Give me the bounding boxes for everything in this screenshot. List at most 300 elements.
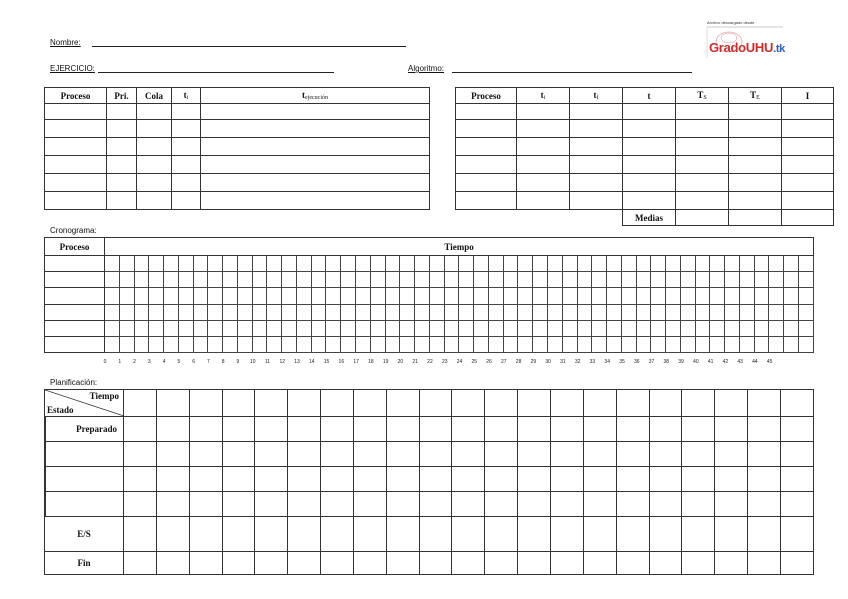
cron-time-cell[interactable] bbox=[178, 320, 193, 336]
cron-time-cell[interactable] bbox=[739, 256, 754, 272]
cron-time-cell[interactable] bbox=[533, 336, 548, 352]
plan-time-cell[interactable] bbox=[255, 390, 288, 417]
cron-time-cell[interactable] bbox=[754, 272, 769, 288]
cron-time-cell[interactable] bbox=[356, 304, 371, 320]
cron-time-cell[interactable] bbox=[296, 320, 311, 336]
cron-time-cell[interactable] bbox=[459, 336, 474, 352]
table-cell[interactable] bbox=[107, 120, 137, 138]
cron-time-cell[interactable] bbox=[208, 304, 223, 320]
table-cell[interactable] bbox=[570, 104, 623, 120]
cron-time-cell[interactable] bbox=[798, 272, 813, 288]
cron-time-cell[interactable] bbox=[621, 304, 636, 320]
table-cell[interactable] bbox=[623, 192, 676, 210]
cron-time-cell[interactable] bbox=[459, 304, 474, 320]
plan-time-cell[interactable] bbox=[321, 442, 354, 467]
plan-time-cell[interactable] bbox=[124, 552, 157, 575]
plan-time-cell[interactable] bbox=[748, 552, 781, 575]
cron-time-cell[interactable] bbox=[680, 304, 695, 320]
plan-time-cell[interactable] bbox=[419, 467, 452, 492]
cron-time-cell[interactable] bbox=[621, 272, 636, 288]
cron-time-cell[interactable] bbox=[695, 320, 710, 336]
cron-time-cell[interactable] bbox=[488, 256, 503, 272]
table-cell[interactable] bbox=[676, 156, 729, 174]
plan-time-cell[interactable] bbox=[288, 492, 321, 517]
cron-time-cell[interactable] bbox=[267, 288, 282, 304]
plan-time-cell[interactable] bbox=[124, 517, 157, 552]
table-cell[interactable] bbox=[172, 192, 201, 210]
cron-time-cell[interactable] bbox=[769, 304, 784, 320]
cron-time-cell[interactable] bbox=[326, 272, 341, 288]
plan-time-cell[interactable] bbox=[353, 517, 386, 552]
table-cell[interactable] bbox=[456, 120, 517, 138]
cron-time-cell[interactable] bbox=[415, 256, 430, 272]
cron-time-cell[interactable] bbox=[237, 256, 252, 272]
cron-time-cell[interactable] bbox=[415, 320, 430, 336]
cron-time-cell[interactable] bbox=[208, 336, 223, 352]
cron-time-cell[interactable] bbox=[385, 336, 400, 352]
cron-time-cell[interactable] bbox=[651, 304, 666, 320]
cron-time-cell[interactable] bbox=[134, 272, 149, 288]
table-cell[interactable] bbox=[676, 120, 729, 138]
cron-time-cell[interactable] bbox=[385, 288, 400, 304]
cron-time-cell[interactable] bbox=[621, 320, 636, 336]
table-cell[interactable] bbox=[45, 156, 107, 174]
plan-time-cell[interactable] bbox=[518, 390, 551, 417]
cron-time-cell[interactable] bbox=[400, 320, 415, 336]
table-cell[interactable] bbox=[517, 192, 570, 210]
table-cell[interactable] bbox=[517, 120, 570, 138]
cron-time-cell[interactable] bbox=[547, 336, 562, 352]
cron-time-cell[interactable] bbox=[267, 336, 282, 352]
cron-time-cell[interactable] bbox=[444, 272, 459, 288]
cron-time-cell[interactable] bbox=[784, 336, 799, 352]
plan-time-cell[interactable] bbox=[222, 552, 255, 575]
cron-time-cell[interactable] bbox=[680, 288, 695, 304]
cron-time-cell[interactable] bbox=[754, 320, 769, 336]
cron-time-cell[interactable] bbox=[739, 304, 754, 320]
cron-time-cell[interactable] bbox=[784, 272, 799, 288]
cron-time-cell[interactable] bbox=[119, 256, 134, 272]
cron-time-cell[interactable] bbox=[680, 272, 695, 288]
cron-time-cell[interactable] bbox=[533, 272, 548, 288]
cron-time-cell[interactable] bbox=[134, 288, 149, 304]
cron-time-cell[interactable] bbox=[282, 304, 297, 320]
cron-time-cell[interactable] bbox=[503, 304, 518, 320]
table-cell[interactable] bbox=[201, 174, 430, 192]
plan-time-cell[interactable] bbox=[419, 552, 452, 575]
table-cell[interactable] bbox=[137, 120, 172, 138]
plan-time-cell[interactable] bbox=[780, 442, 813, 467]
plan-time-cell[interactable] bbox=[715, 442, 748, 467]
cron-time-cell[interactable] bbox=[429, 336, 444, 352]
cron-time-cell[interactable] bbox=[237, 320, 252, 336]
plan-time-cell[interactable] bbox=[419, 492, 452, 517]
plan-time-cell[interactable] bbox=[189, 390, 222, 417]
cron-time-cell[interactable] bbox=[695, 336, 710, 352]
cron-time-cell[interactable] bbox=[577, 336, 592, 352]
plan-time-cell[interactable] bbox=[156, 467, 189, 492]
cron-time-cell[interactable] bbox=[444, 320, 459, 336]
cron-time-cell[interactable] bbox=[178, 304, 193, 320]
plan-time-cell[interactable] bbox=[518, 492, 551, 517]
table-cell[interactable] bbox=[570, 120, 623, 138]
plan-time-cell[interactable] bbox=[649, 492, 682, 517]
cron-time-cell[interactable] bbox=[149, 256, 164, 272]
plan-time-cell[interactable] bbox=[386, 552, 419, 575]
plan-time-cell[interactable] bbox=[189, 442, 222, 467]
plan-time-cell[interactable] bbox=[485, 517, 518, 552]
cron-time-cell[interactable] bbox=[311, 336, 326, 352]
cron-time-cell[interactable] bbox=[474, 304, 489, 320]
table-cell[interactable] bbox=[45, 120, 107, 138]
plan-time-cell[interactable] bbox=[649, 517, 682, 552]
table-cell[interactable] bbox=[782, 104, 834, 120]
cron-time-cell[interactable] bbox=[710, 320, 725, 336]
plan-time-cell[interactable] bbox=[649, 552, 682, 575]
cron-time-cell[interactable] bbox=[695, 272, 710, 288]
cron-time-cell[interactable] bbox=[474, 288, 489, 304]
cron-time-cell[interactable] bbox=[725, 288, 740, 304]
cron-time-cell[interactable] bbox=[725, 304, 740, 320]
plan-time-cell[interactable] bbox=[780, 467, 813, 492]
plan-time-cell[interactable] bbox=[780, 552, 813, 575]
cron-time-cell[interactable] bbox=[415, 272, 430, 288]
cron-time-cell[interactable] bbox=[636, 304, 651, 320]
plan-time-cell[interactable] bbox=[321, 417, 354, 442]
cron-time-cell[interactable] bbox=[651, 320, 666, 336]
cron-time-cell[interactable] bbox=[149, 320, 164, 336]
table-cell[interactable] bbox=[172, 138, 201, 156]
cron-time-cell[interactable] bbox=[784, 304, 799, 320]
cron-time-cell[interactable] bbox=[474, 272, 489, 288]
cron-time-cell[interactable] bbox=[607, 272, 622, 288]
plan-time-cell[interactable] bbox=[222, 492, 255, 517]
plan-time-cell[interactable] bbox=[550, 417, 583, 442]
cron-time-cell[interactable] bbox=[326, 288, 341, 304]
cron-time-cell[interactable] bbox=[798, 336, 813, 352]
cron-time-cell[interactable] bbox=[267, 272, 282, 288]
cron-time-cell[interactable] bbox=[252, 272, 267, 288]
cron-time-cell[interactable] bbox=[134, 320, 149, 336]
plan-state-cell[interactable] bbox=[45, 492, 124, 517]
plan-time-cell[interactable] bbox=[255, 492, 288, 517]
table-cell[interactable] bbox=[729, 138, 782, 156]
cron-time-cell[interactable] bbox=[607, 304, 622, 320]
cron-time-cell[interactable] bbox=[223, 272, 238, 288]
cron-time-cell[interactable] bbox=[400, 336, 415, 352]
cron-time-cell[interactable] bbox=[444, 256, 459, 272]
cron-time-cell[interactable] bbox=[769, 256, 784, 272]
cron-time-cell[interactable] bbox=[607, 256, 622, 272]
plan-time-cell[interactable] bbox=[452, 492, 485, 517]
cron-time-cell[interactable] bbox=[105, 304, 120, 320]
cron-time-cell[interactable] bbox=[119, 336, 134, 352]
plan-time-cell[interactable] bbox=[386, 467, 419, 492]
cron-time-cell[interactable] bbox=[237, 272, 252, 288]
cron-time-cell[interactable] bbox=[636, 256, 651, 272]
cron-time-cell[interactable] bbox=[341, 304, 356, 320]
cron-time-cell[interactable] bbox=[739, 288, 754, 304]
cron-time-cell[interactable] bbox=[754, 288, 769, 304]
table-cell[interactable] bbox=[782, 120, 834, 138]
plan-time-cell[interactable] bbox=[255, 517, 288, 552]
plan-time-cell[interactable] bbox=[583, 442, 616, 467]
cron-time-cell[interactable] bbox=[400, 256, 415, 272]
cron-time-cell[interactable] bbox=[311, 272, 326, 288]
plan-time-cell[interactable] bbox=[124, 492, 157, 517]
cron-time-cell[interactable] bbox=[769, 288, 784, 304]
plan-time-cell[interactable] bbox=[419, 417, 452, 442]
plan-time-cell[interactable] bbox=[583, 517, 616, 552]
cron-time-cell[interactable] bbox=[282, 336, 297, 352]
cron-time-cell[interactable] bbox=[356, 336, 371, 352]
cron-time-cell[interactable] bbox=[518, 288, 533, 304]
cron-time-cell[interactable] bbox=[621, 288, 636, 304]
cron-time-cell[interactable] bbox=[178, 272, 193, 288]
cron-time-cell[interactable] bbox=[503, 272, 518, 288]
cron-time-cell[interactable] bbox=[607, 320, 622, 336]
plan-time-cell[interactable] bbox=[189, 517, 222, 552]
cron-time-cell[interactable] bbox=[562, 336, 577, 352]
table-cell[interactable] bbox=[137, 104, 172, 120]
plan-time-cell[interactable] bbox=[386, 517, 419, 552]
cron-process-cell[interactable] bbox=[45, 272, 105, 288]
cron-time-cell[interactable] bbox=[651, 336, 666, 352]
table-cell[interactable] bbox=[172, 120, 201, 138]
cron-time-cell[interactable] bbox=[592, 304, 607, 320]
cron-time-cell[interactable] bbox=[710, 336, 725, 352]
table-cell[interactable] bbox=[201, 120, 430, 138]
plan-time-cell[interactable] bbox=[550, 492, 583, 517]
cron-time-cell[interactable] bbox=[400, 272, 415, 288]
table-cell[interactable] bbox=[456, 156, 517, 174]
cron-time-cell[interactable] bbox=[429, 272, 444, 288]
table-cell[interactable] bbox=[107, 104, 137, 120]
table-cell[interactable] bbox=[45, 174, 107, 192]
table-cell[interactable] bbox=[623, 156, 676, 174]
plan-time-cell[interactable] bbox=[124, 390, 157, 417]
cron-time-cell[interactable] bbox=[164, 320, 179, 336]
cron-time-cell[interactable] bbox=[326, 320, 341, 336]
plan-state-cell[interactable] bbox=[45, 467, 124, 492]
cron-time-cell[interactable] bbox=[164, 256, 179, 272]
cron-time-cell[interactable] bbox=[577, 320, 592, 336]
cron-time-cell[interactable] bbox=[754, 304, 769, 320]
cron-time-cell[interactable] bbox=[739, 320, 754, 336]
cron-time-cell[interactable] bbox=[370, 304, 385, 320]
cron-time-cell[interactable] bbox=[134, 304, 149, 320]
plan-time-cell[interactable] bbox=[780, 390, 813, 417]
plan-time-cell[interactable] bbox=[583, 492, 616, 517]
cron-time-cell[interactable] bbox=[193, 272, 208, 288]
cron-time-cell[interactable] bbox=[695, 288, 710, 304]
cron-time-cell[interactable] bbox=[400, 288, 415, 304]
cron-time-cell[interactable] bbox=[296, 256, 311, 272]
table-cell[interactable] bbox=[456, 138, 517, 156]
table-cell[interactable] bbox=[782, 138, 834, 156]
plan-time-cell[interactable] bbox=[222, 390, 255, 417]
cron-time-cell[interactable] bbox=[798, 288, 813, 304]
table-cell[interactable] bbox=[45, 192, 107, 210]
cron-time-cell[interactable] bbox=[444, 336, 459, 352]
table-cell[interactable] bbox=[201, 138, 430, 156]
cron-time-cell[interactable] bbox=[651, 256, 666, 272]
cron-time-cell[interactable] bbox=[784, 256, 799, 272]
cron-time-cell[interactable] bbox=[149, 272, 164, 288]
plan-time-cell[interactable] bbox=[748, 517, 781, 552]
cron-time-cell[interactable] bbox=[474, 256, 489, 272]
plan-time-cell[interactable] bbox=[583, 390, 616, 417]
cron-time-cell[interactable] bbox=[267, 320, 282, 336]
cron-process-cell[interactable] bbox=[45, 304, 105, 320]
plan-time-cell[interactable] bbox=[682, 390, 715, 417]
cron-time-cell[interactable] bbox=[710, 304, 725, 320]
table-cell[interactable] bbox=[517, 174, 570, 192]
plan-time-cell[interactable] bbox=[682, 492, 715, 517]
cron-time-cell[interactable] bbox=[503, 320, 518, 336]
plan-time-cell[interactable] bbox=[682, 467, 715, 492]
cron-time-cell[interactable] bbox=[488, 288, 503, 304]
cron-time-cell[interactable] bbox=[223, 256, 238, 272]
cron-time-cell[interactable] bbox=[134, 256, 149, 272]
table-cell[interactable] bbox=[137, 192, 172, 210]
cron-time-cell[interactable] bbox=[208, 320, 223, 336]
plan-time-cell[interactable] bbox=[485, 552, 518, 575]
cron-time-cell[interactable] bbox=[296, 336, 311, 352]
cron-time-cell[interactable] bbox=[695, 256, 710, 272]
cron-time-cell[interactable] bbox=[415, 304, 430, 320]
cron-time-cell[interactable] bbox=[592, 256, 607, 272]
cron-time-cell[interactable] bbox=[429, 288, 444, 304]
plan-time-cell[interactable] bbox=[288, 517, 321, 552]
plan-time-cell[interactable] bbox=[518, 442, 551, 467]
plan-time-cell[interactable] bbox=[321, 390, 354, 417]
cron-time-cell[interactable] bbox=[533, 256, 548, 272]
cron-time-cell[interactable] bbox=[666, 272, 681, 288]
cron-time-cell[interactable] bbox=[769, 320, 784, 336]
cron-time-cell[interactable] bbox=[267, 256, 282, 272]
cron-time-cell[interactable] bbox=[164, 336, 179, 352]
cron-time-cell[interactable] bbox=[149, 336, 164, 352]
plan-time-cell[interactable] bbox=[616, 417, 649, 442]
cron-time-cell[interactable] bbox=[754, 336, 769, 352]
plan-time-cell[interactable] bbox=[649, 417, 682, 442]
plan-time-cell[interactable] bbox=[550, 467, 583, 492]
cron-time-cell[interactable] bbox=[193, 304, 208, 320]
cron-time-cell[interactable] bbox=[385, 304, 400, 320]
table-cell[interactable] bbox=[623, 120, 676, 138]
plan-time-cell[interactable] bbox=[222, 442, 255, 467]
cron-time-cell[interactable] bbox=[459, 272, 474, 288]
plan-time-cell[interactable] bbox=[748, 390, 781, 417]
plan-time-cell[interactable] bbox=[156, 390, 189, 417]
plan-time-cell[interactable] bbox=[616, 442, 649, 467]
cron-time-cell[interactable] bbox=[769, 336, 784, 352]
cron-time-cell[interactable] bbox=[105, 336, 120, 352]
cron-process-cell[interactable] bbox=[45, 256, 105, 272]
cron-time-cell[interactable] bbox=[754, 256, 769, 272]
table-cell[interactable] bbox=[729, 104, 782, 120]
plan-time-cell[interactable] bbox=[649, 390, 682, 417]
table-cell[interactable] bbox=[729, 120, 782, 138]
cron-time-cell[interactable] bbox=[149, 304, 164, 320]
plan-time-cell[interactable] bbox=[649, 467, 682, 492]
cron-time-cell[interactable] bbox=[562, 272, 577, 288]
cron-time-cell[interactable] bbox=[193, 288, 208, 304]
cron-time-cell[interactable] bbox=[356, 272, 371, 288]
cron-time-cell[interactable] bbox=[666, 336, 681, 352]
plan-time-cell[interactable] bbox=[583, 552, 616, 575]
cron-time-cell[interactable] bbox=[311, 256, 326, 272]
plan-time-cell[interactable] bbox=[255, 467, 288, 492]
table-cell[interactable] bbox=[623, 138, 676, 156]
cron-time-cell[interactable] bbox=[208, 256, 223, 272]
cron-time-cell[interactable] bbox=[695, 304, 710, 320]
plan-time-cell[interactable] bbox=[583, 467, 616, 492]
table-cell[interactable] bbox=[676, 192, 729, 210]
plan-time-cell[interactable] bbox=[715, 552, 748, 575]
cron-time-cell[interactable] bbox=[739, 272, 754, 288]
plan-time-cell[interactable] bbox=[189, 417, 222, 442]
cron-time-cell[interactable] bbox=[370, 336, 385, 352]
table-cell[interactable] bbox=[201, 104, 430, 120]
cron-time-cell[interactable] bbox=[725, 336, 740, 352]
table-cell[interactable] bbox=[172, 174, 201, 192]
plan-time-cell[interactable] bbox=[715, 517, 748, 552]
cron-time-cell[interactable] bbox=[474, 320, 489, 336]
plan-time-cell[interactable] bbox=[452, 467, 485, 492]
cron-time-cell[interactable] bbox=[370, 272, 385, 288]
cron-time-cell[interactable] bbox=[400, 304, 415, 320]
cron-time-cell[interactable] bbox=[769, 272, 784, 288]
cron-time-cell[interactable] bbox=[459, 288, 474, 304]
table-cell[interactable] bbox=[137, 174, 172, 192]
cron-time-cell[interactable] bbox=[562, 304, 577, 320]
cron-process-cell[interactable] bbox=[45, 336, 105, 352]
cron-time-cell[interactable] bbox=[621, 336, 636, 352]
plan-time-cell[interactable] bbox=[780, 417, 813, 442]
plan-time-cell[interactable] bbox=[550, 517, 583, 552]
cron-time-cell[interactable] bbox=[252, 336, 267, 352]
nombre-field[interactable] bbox=[92, 46, 406, 47]
cron-time-cell[interactable] bbox=[592, 288, 607, 304]
cron-time-cell[interactable] bbox=[680, 256, 695, 272]
cron-time-cell[interactable] bbox=[666, 304, 681, 320]
table-cell[interactable] bbox=[782, 156, 834, 174]
plan-time-cell[interactable] bbox=[255, 552, 288, 575]
cron-time-cell[interactable] bbox=[518, 256, 533, 272]
plan-time-cell[interactable] bbox=[255, 417, 288, 442]
table-cell[interactable] bbox=[201, 156, 430, 174]
cron-time-cell[interactable] bbox=[193, 320, 208, 336]
cron-time-cell[interactable] bbox=[577, 288, 592, 304]
plan-time-cell[interactable] bbox=[124, 442, 157, 467]
plan-time-cell[interactable] bbox=[616, 517, 649, 552]
plan-time-cell[interactable] bbox=[616, 552, 649, 575]
table-cell[interactable] bbox=[137, 138, 172, 156]
plan-time-cell[interactable] bbox=[518, 552, 551, 575]
cron-time-cell[interactable] bbox=[798, 304, 813, 320]
plan-time-cell[interactable] bbox=[156, 492, 189, 517]
cron-time-cell[interactable] bbox=[710, 288, 725, 304]
cron-time-cell[interactable] bbox=[385, 320, 400, 336]
cron-time-cell[interactable] bbox=[311, 320, 326, 336]
table-cell[interactable] bbox=[729, 156, 782, 174]
table-cell[interactable] bbox=[676, 104, 729, 120]
plan-time-cell[interactable] bbox=[748, 492, 781, 517]
table-cell[interactable] bbox=[456, 192, 517, 210]
plan-time-cell[interactable] bbox=[189, 552, 222, 575]
